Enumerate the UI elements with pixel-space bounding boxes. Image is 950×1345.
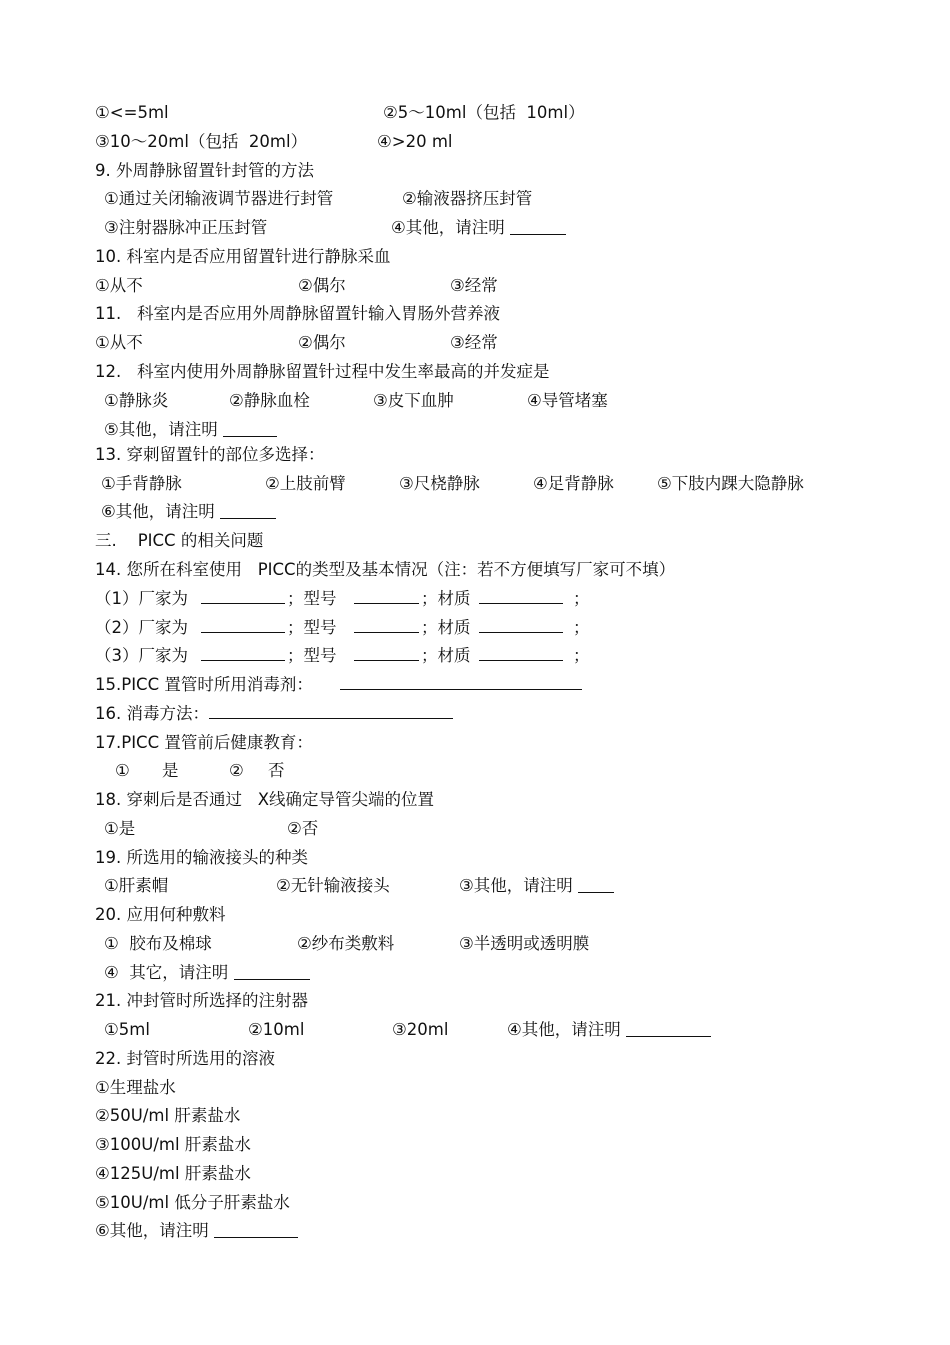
q17-option-1-num: ① [115, 761, 130, 780]
q14-title: 14. 您所在科室使用 PICC的类型及基本情况（注：若不方便填写厂家可不填） [95, 560, 676, 579]
q11-option-1: ①从不 [95, 333, 143, 352]
q22-option-2: ②50U/ml 肝素盐水 [95, 1106, 241, 1125]
q13-option-4: ④足背静脉 [533, 474, 614, 493]
q22-option-1: ①生理盐水 [95, 1078, 176, 1097]
q17-option-2-num: ② [229, 761, 244, 780]
q14-row-3-material-blank[interactable] [479, 644, 563, 661]
q11-title: 11. 科室内是否应用外周静脉留置针输入胃肠外营养液 [95, 304, 500, 323]
q14-row-1-vendor-blank[interactable] [201, 587, 285, 604]
q13-option-2: ②上肢前臂 [265, 474, 346, 493]
q14-row-1-material-blank[interactable] [479, 587, 563, 604]
q10-title: 10. 科室内是否应用留置针进行静脉采血 [95, 247, 391, 266]
q20-option-4 [104, 961, 310, 985]
q9-other-blank[interactable] [510, 218, 566, 235]
q9-option-4 [391, 216, 566, 240]
q21-option-4-label: ④其他，请注明 [507, 1020, 621, 1039]
q16-answer-blank[interactable] [209, 702, 453, 719]
q21-other-blank[interactable] [626, 1020, 711, 1037]
q20-other-blank[interactable] [234, 963, 310, 980]
q9-option-1: ①通过关闭输液调节器进行封管 [104, 189, 334, 208]
q13-title: 13. 穿刺留置针的部位多选择： [95, 445, 325, 464]
q21-option-2: ②10ml [248, 1020, 305, 1039]
q14-row-2-model-label: ；型号 [287, 618, 337, 637]
q12-option-5-label: ⑤其他，请注明 [104, 420, 218, 439]
q21-option-1: ①5ml [104, 1020, 150, 1039]
q14-row-1-model-label: ；型号 [287, 589, 337, 608]
q12-option-2: ②静脉血栓 [229, 391, 310, 410]
q20-option-2: ②纱布类敷料 [297, 934, 395, 953]
q20-option-4-label: ④ 其它，请注明 [104, 963, 229, 982]
q20-option-1: ① 胶布及棉球 [104, 934, 212, 953]
q14-row-1-model-blank[interactable] [354, 587, 419, 604]
q21-title: 21. 冲封管时所选择的注射器 [95, 991, 308, 1010]
q14-row-1-end: ； [573, 589, 590, 608]
q20-title: 20. 应用何种敷料 [95, 905, 226, 924]
q19-option-2: ②无针输液接头 [276, 876, 390, 895]
q9-option-3: ③注射器脉冲正压封管 [104, 218, 268, 237]
q11-option-3: ③经常 [450, 333, 498, 352]
q12-title: 12. 科室内使用外周静脉留置针过程中发生率最高的并发症是 [95, 362, 550, 381]
q17-option-2: 否 [268, 761, 285, 780]
q22-title: 22. 封管时所选用的溶液 [95, 1049, 275, 1068]
q20-option-3: ③半透明或透明膜 [459, 934, 590, 953]
q8-option-2: ②5～10ml（包括 10ml） [383, 103, 585, 122]
q8-option-1: ①<=5ml [95, 103, 169, 122]
q22-other-blank[interactable] [214, 1221, 298, 1238]
q22-option-5: ⑤10U/ml 低分子肝素盐水 [95, 1193, 290, 1212]
section-3-heading: 三. PICC 的相关问题 [95, 531, 264, 550]
q13-option-3: ③尺桡静脉 [399, 474, 480, 493]
q13-option-5: ⑤下肢内踝大隐静脉 [657, 474, 804, 493]
q12-option-1: ①静脉炎 [104, 391, 169, 410]
q14-row-2-material-label: ；材质 [421, 618, 471, 637]
q9-option-4-label: ④其他，请注明 [391, 218, 505, 237]
q13-other-blank[interactable] [220, 502, 276, 519]
q19-title: 19. 所选用的输液接头的种类 [95, 848, 308, 867]
q14-row-3-model-label: ；型号 [287, 646, 337, 665]
q14-row-3-material-label: ；材质 [421, 646, 471, 665]
q14-row-2-label: （2）厂家为 [95, 618, 188, 637]
q14-row-3-end: ； [573, 646, 590, 665]
q19-option-3-label: ③其他，请注明 [459, 876, 573, 895]
q13-option-6-label: ⑥其他，请注明 [101, 502, 215, 521]
q14-row-1-material-label: ；材质 [421, 589, 471, 608]
q9-title: 9. 外周静脉留置针封管的方法 [95, 161, 314, 180]
q9-option-2: ②输液器挤压封管 [402, 189, 533, 208]
q12-option-4: ④导管堵塞 [527, 391, 608, 410]
q21-option-4 [507, 1018, 711, 1042]
q18-title: 18. 穿刺后是否通过 X线确定导管尖端的位置 [95, 790, 435, 809]
q8-option-3: ③10～20ml（包括 20ml） [95, 132, 308, 151]
q14-row-3-vendor-blank[interactable] [201, 644, 285, 661]
q12-option-3: ③皮下血肿 [373, 391, 454, 410]
q13-option-6 [101, 500, 276, 524]
q19-option-3 [459, 874, 614, 898]
q14-row-3-label: （3）厂家为 [95, 646, 188, 665]
q16-title: 16. 消毒方法： [95, 704, 209, 723]
q18-option-1: ①是 [104, 819, 136, 838]
q15-answer-blank[interactable] [340, 673, 582, 690]
q8-option-4: ④>20 ml [377, 132, 453, 151]
q13-option-1: ①手背静脉 [101, 474, 182, 493]
q14-row-2-material-blank[interactable] [479, 616, 563, 633]
q22-option-3: ③100U/ml 肝素盐水 [95, 1135, 251, 1154]
q18-option-2: ②否 [287, 819, 319, 838]
q14-row-3-model-blank[interactable] [354, 644, 419, 661]
q11-option-2: ②偶尔 [298, 333, 346, 352]
q19-other-blank[interactable] [578, 876, 614, 893]
q22-option-4: ④125U/ml 肝素盐水 [95, 1164, 251, 1183]
q10-option-1: ①从不 [95, 276, 143, 295]
q22-option-6 [95, 1219, 298, 1243]
q22-option-6-label: ⑥其他，请注明 [95, 1221, 209, 1240]
q14-row-2-end: ； [573, 618, 590, 637]
q14-row-2-model-blank[interactable] [354, 616, 419, 633]
q12-option-5 [104, 418, 277, 442]
q15-title: 15.PICC 置管时所用消毒剂： [95, 675, 313, 694]
q17-title: 17.PICC 置管前后健康教育： [95, 733, 313, 752]
q14-row-2-vendor-blank[interactable] [201, 616, 285, 633]
q12-other-blank[interactable] [223, 420, 277, 437]
q21-option-3: ③20ml [392, 1020, 449, 1039]
q19-option-1: ①肝素帽 [104, 876, 169, 895]
q10-option-3: ③经常 [450, 276, 498, 295]
q10-option-2: ②偶尔 [298, 276, 346, 295]
q17-option-1: 是 [162, 761, 179, 780]
q14-row-1-label: （1）厂家为 [95, 589, 188, 608]
